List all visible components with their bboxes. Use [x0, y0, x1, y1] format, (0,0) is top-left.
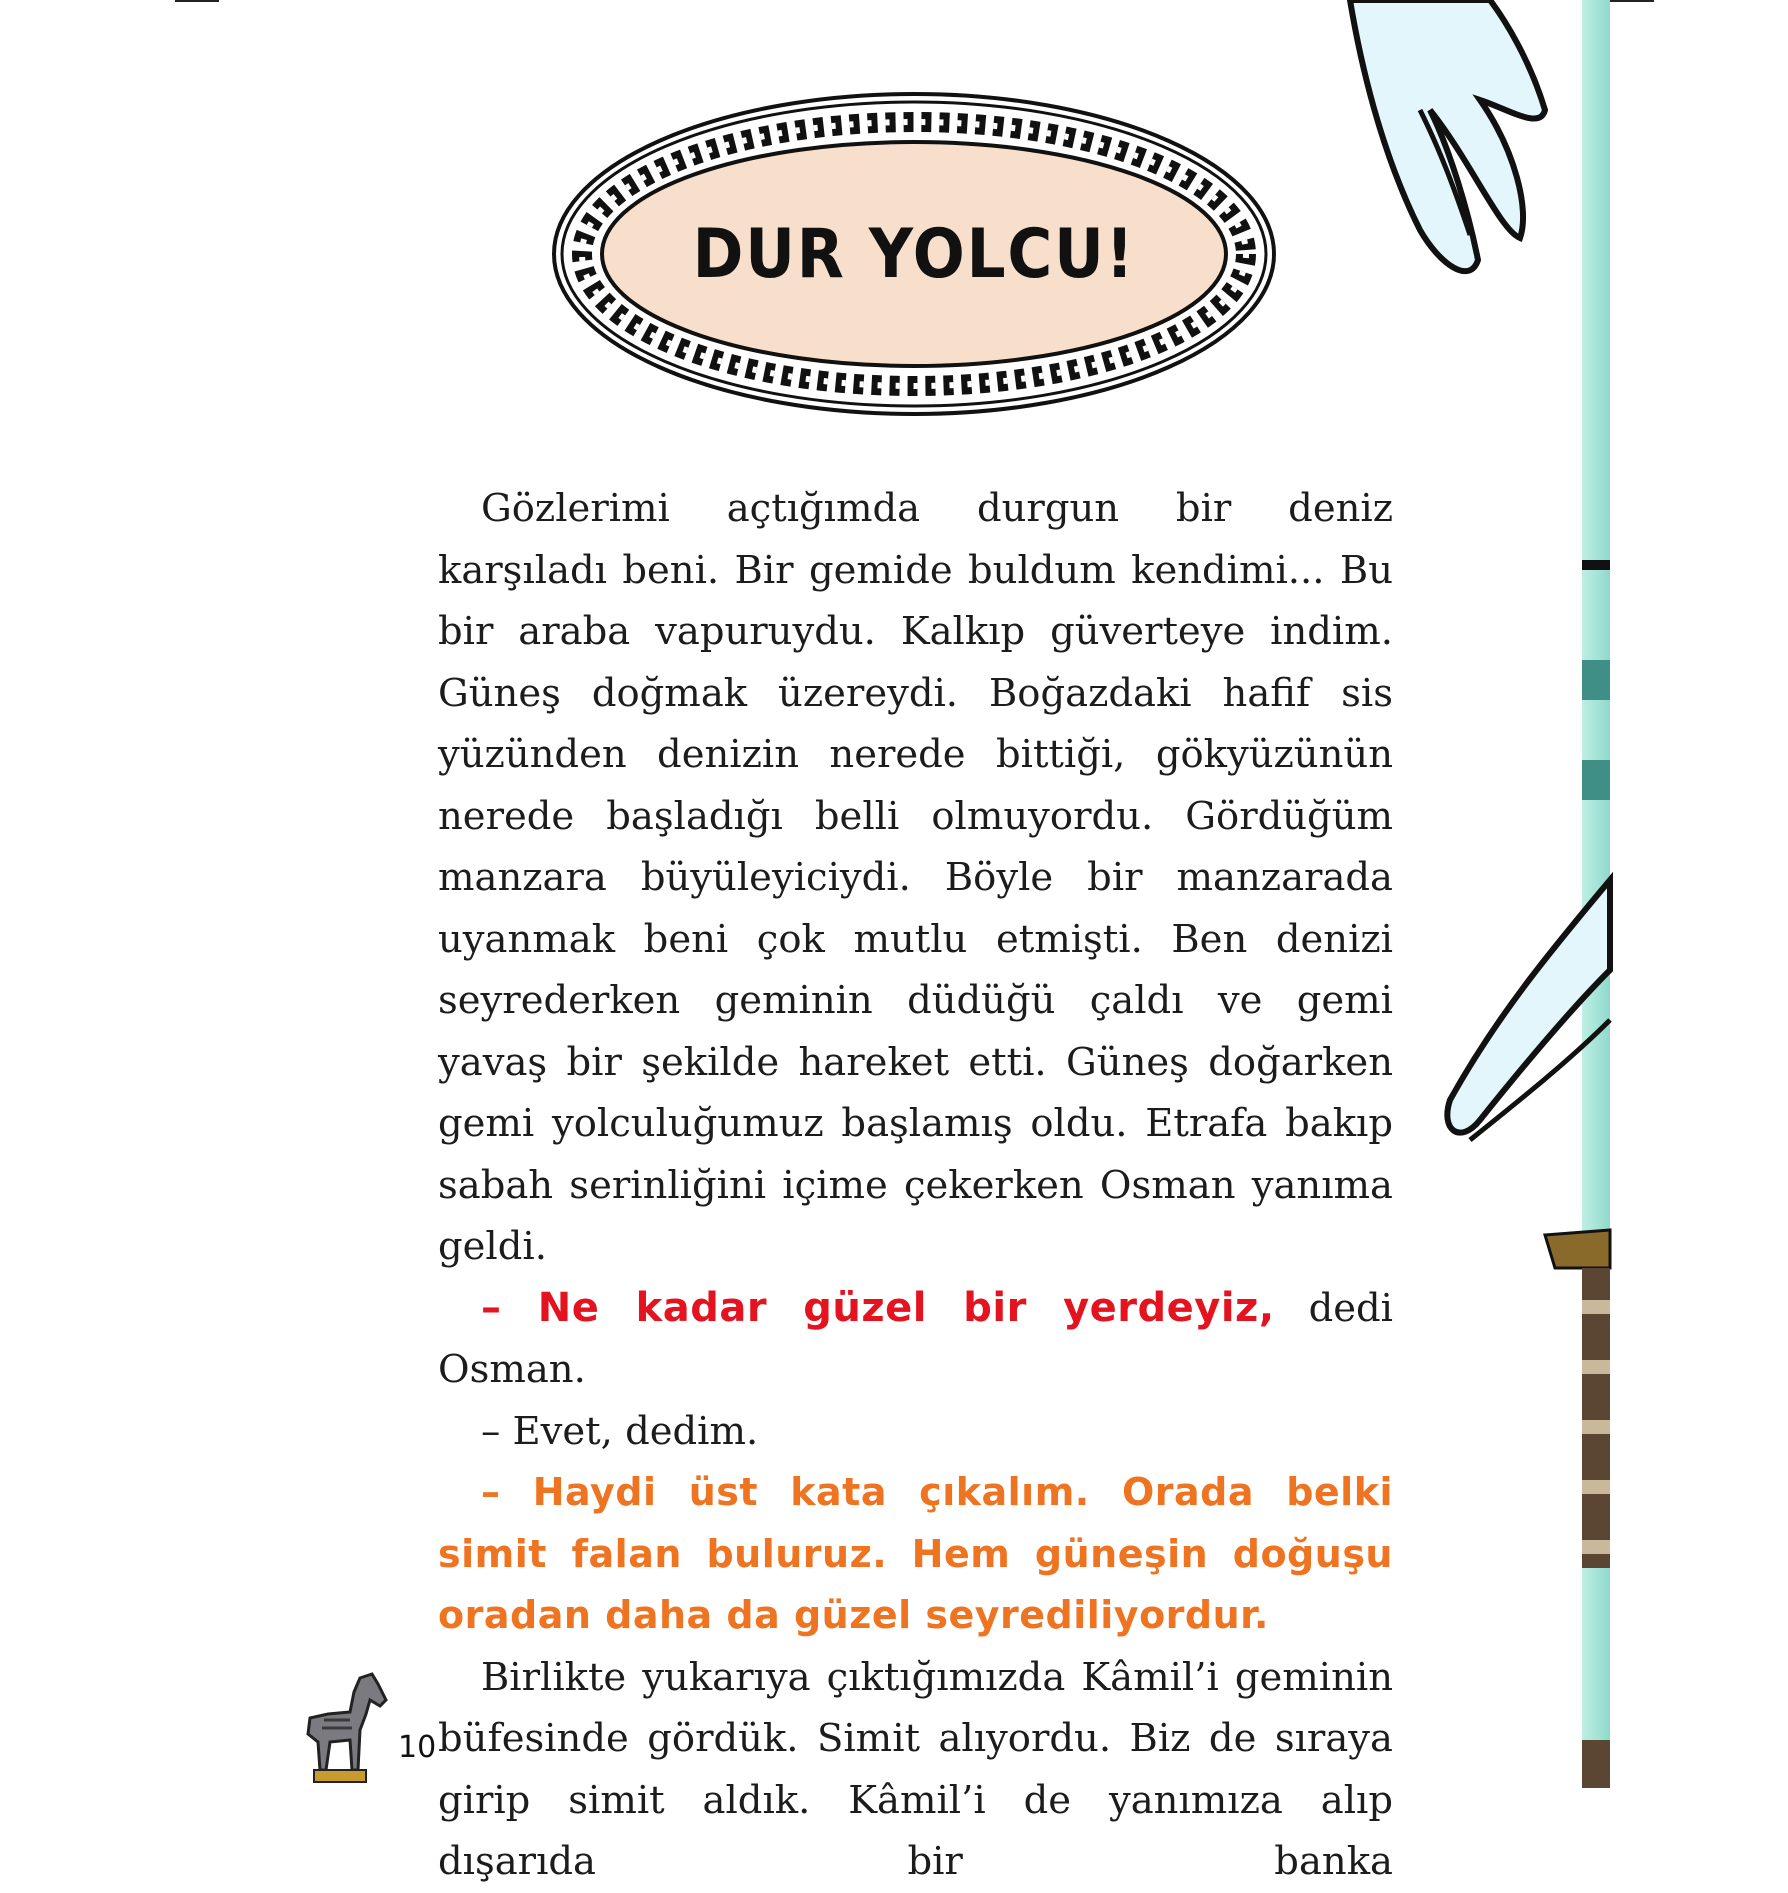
story-body — [438, 478, 1393, 1893]
osman-speech-2: – Haydi üst kata çıkalım. Orada belki simit falan buluruz. Hem güneşin doğuşu oradan daha da güzel seyrediliyordur. — [438, 1470, 1393, 1637]
paragraph-1: Gözlerimi açtığımda durgun bir deniz karşıladı beni. Bir gemide buldum kendimi... Bu bir araba vapuruydu. Kalkıp güverteye indim. Güneş doğmak üzereydi. Boğazdaki hafif sis yüzünden denizin nerede bittiği, gökyüzünün nerede başladığı belli olmuyordu. Gördüğüm manzara büyüleyiciydi. Böyle bir manzarada uyanmak beni çok mutlu etmişti. Ben denizi seyrederken geminin düdüğü çaldı ve gemi yavaş bir şekilde hareket etti. Güneş doğarken gemi yolculuğumuz başlamış oldu. Etrafa bakıp sabah serinliğini içime çekerken Osman yanıma geldi. — [438, 486, 1393, 1269]
trojan-horse-icon — [300, 1670, 390, 1788]
page-number: 10 — [398, 1730, 437, 1765]
chapter-title: DUR YOLCU! — [692, 214, 1136, 294]
dialogue-line-3 — [438, 1462, 1393, 1647]
dialogue-line-2: – Evet, dedim. — [481, 1408, 759, 1454]
paragraph-2: Birlikte yukarıya çıktığımızda Kâmil’i geminin büfesinde gördük. Simit alıyordu. Biz de sıraya girip simit aldık. Kâmil’i de yanımıza alıp dışarıda bir banka — [438, 1654, 1393, 1884]
chapter-title-frame — [552, 92, 1276, 416]
dialogue-tag: dedi Osman. — [438, 1285, 1393, 1392]
dialogue-line-1 — [438, 1278, 1393, 1401]
osman-speech: – Ne kadar güzel bir yerdeyiz, — [481, 1284, 1275, 1331]
